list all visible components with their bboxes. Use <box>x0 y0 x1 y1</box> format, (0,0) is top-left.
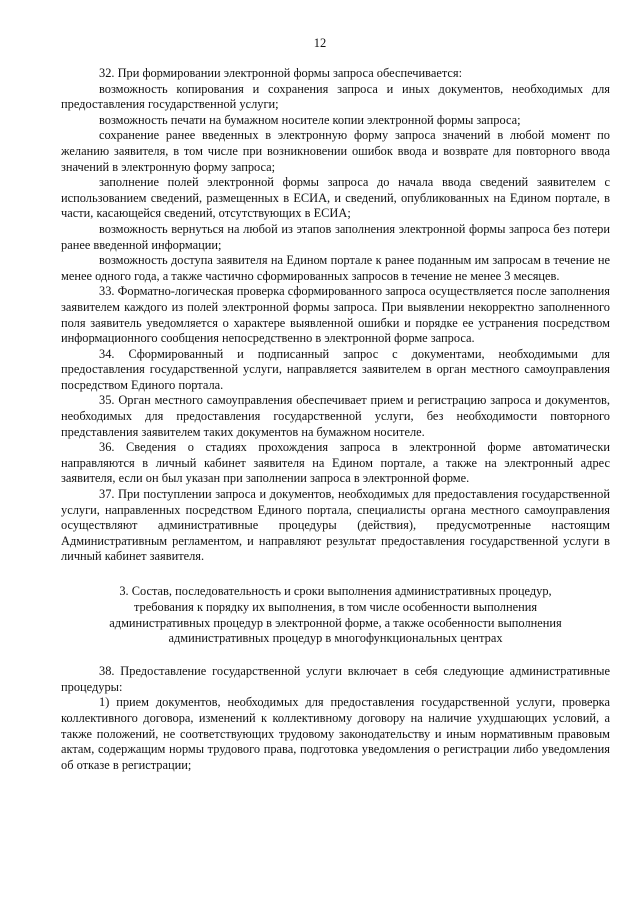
paragraph-36: 36. Сведения о стадиях прохождения запроса в электронной форме автоматически направляются в личный кабинет заявителя на Едином портале, а также на электронный адрес заявителя, если он был указан при заполнении запроса в электронной форме. <box>61 440 610 486</box>
paragraph-33: 33. Форматно-логическая проверка сформированного запроса осуществляется после заполнения заявителем каждого из полей электронной формы запроса. При выявлении некорректно заполненного поля заявитель уведомляется о характере выявленной ошибки и порядке ее устранения посредством информационного сообщения непосредственно в электронной форме запроса. <box>61 284 610 346</box>
paragraph-32-return: возможность вернуться на любой из этапов заполнения электронной формы запроса без потери ранее введенной информации; <box>61 221 610 252</box>
paragraph-32-print: возможность печати на бумажном носителе копии электронной формы запроса; <box>99 112 521 127</box>
paragraph-32-intro: 32. При формировании электронной формы запроса обеспечивается: <box>99 66 463 80</box>
paragraph-35: 35. Орган местного самоуправления обеспечивает прием и регистрацию запроса и документов, необходимых для предоставления государственной услуги, без необходимости повторного представления заявителем таких документов на бумажном носителе. <box>61 393 610 439</box>
paragraph-38-item-1: 1) прием документов, необходимых для предоставления государственной услуги, проверка коллективного договора, изменений к коллективному договору на наличие ухудшающих условий, а также положений, не соответствующих трудовому законодательству и иным нормативным правовым актам, содержащим нормы трудового права, подготовка уведомления о регистрации либо уведомления об отказе в регистрации; <box>61 695 610 772</box>
paragraph-32-save: сохранение ранее введенных в электронную форму запроса значений в любой момент по желанию заявителя, в том числе при возникновении ошибок ввода и возврате для повторного ввода значений в электронную форму запроса; <box>61 128 610 174</box>
paragraph-32-prefill: заполнение полей электронной формы запроса до начала ввода сведений заявителем с использованием сведений, размещенных в ЕСИА, и сведений, опубликованных на Едином портале, в части, касающейся сведений, отсутствующих в ЕСИА; <box>61 175 610 221</box>
page-number: 12 <box>313 36 327 50</box>
paragraph-32-access: возможность доступа заявителя на Едином портале к ранее поданным им запросам в течение не менее одного года, а также частично сформированных запросов в течение не менее 3 месяцев. <box>61 253 610 283</box>
paragraph-32-copy: возможность копирования и сохранения запроса и иных документов, необходимых для предоставления государственной услуги; <box>61 81 610 112</box>
section-heading: 3. Состав, последовательность и сроки выполнения административных процедур, требования к порядку их выполнения, в том числе особенности выполнения административных процедур в электронной форме, а также особенности выполнения административных процедур в многофункциональных центрах <box>109 584 562 646</box>
paragraph-37: 37. При поступлении запроса и документов, необходимых для предоставления государственной услуги, направленных посредством Единого портала, специалисты органа местного самоуправления осуществляют административные процедуры (действия), предусмотренные настоящим Административным регламентом, и направляют результат предоставления государственной услуги в личный кабинет заявителя. <box>61 487 610 564</box>
document-body <box>61 66 610 773</box>
paragraph-34: 34. Сформированный и подписанный запрос с документами, необходимыми для предоставления государственной услуги, направляется заявителем в орган местного самоуправления посредством Единого портала. <box>61 346 610 392</box>
paragraph-38: 38. Предоставление государственной услуги включает в себя следующие административные процедуры: <box>61 664 610 694</box>
